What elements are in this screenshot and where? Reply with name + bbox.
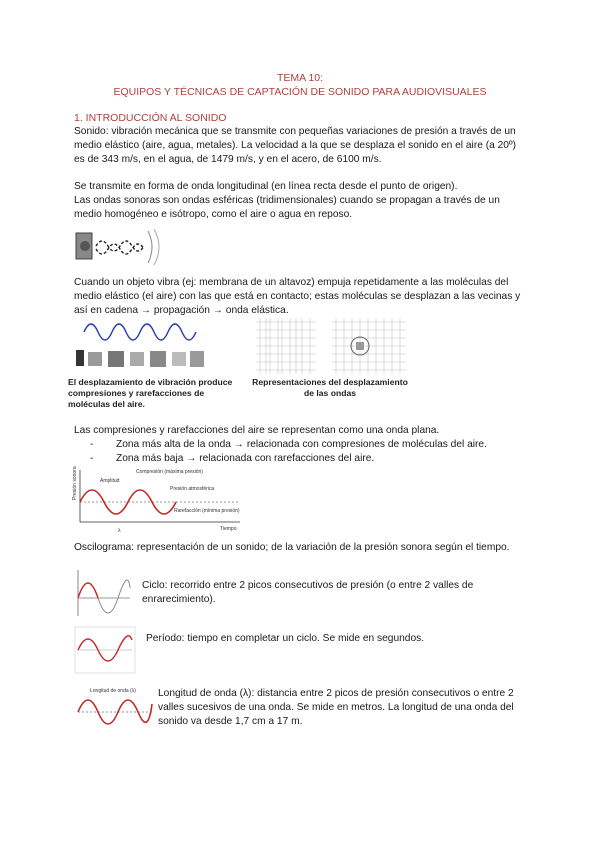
bullet-dash: -	[90, 453, 94, 464]
section-heading: 1. INTRODUCCIÓN AL SONIDO	[74, 112, 227, 124]
blue-wave	[84, 324, 196, 340]
doc-title: TEMA 10:	[276, 72, 324, 84]
paragraph-ondas-esfericas: Las ondas sonoras son ondas esféricas (tridimensionales) cuando se propagan a través de un medio homogéneo e isótropo, como el aire o agua en reposo.	[74, 195, 500, 220]
paragraph-ciclo: Ciclo: recorrido entre 2 picos consecutivos de presión (o entre 2 valles de enrarecimiento).	[142, 580, 474, 605]
paragraph-vibracion: Cuando un objeto vibra (ej: membrana de un altavoz) empuja repetidamente a las moléculas del medio elástico (el aire) con las que está en contacto; estas moléculas se desplazan a las vecinas y así en cadena → propagación → onda elástica.	[74, 277, 521, 316]
graph-amplitude: Amplitud	[100, 478, 120, 484]
bullet-dash: -	[90, 439, 94, 450]
periodo-graph	[74, 626, 136, 674]
paragraph-oscilograma: Oscilograma: representación de un sonido; de la variación de la presión sonora según el tiempo.	[74, 542, 510, 553]
longitud-label: Longitud de onda (λ)	[90, 688, 136, 694]
longitud-graph	[74, 684, 154, 736]
graph-ylabel: Presión sonora	[72, 466, 78, 500]
graph-lambda: λ	[118, 528, 121, 534]
doc-subtitle: EQUIPOS Y TÉCNICAS DE CAPTACIÓN DE SONIDO PARA AUDIOVISUALES	[113, 86, 487, 98]
paragraph-longitud: Longitud de onda (λ): distancia entre 2 picos de presión consecutivos o entre 2 valles sucesivos de una onda. Se mide en metros. La longitud de una onda del sonido va desde 1,7 cm a 17 m.	[158, 688, 514, 727]
bullet-text: Zona más baja → relacionada con rarefacciones del aire.	[116, 453, 375, 464]
paragraph-periodo: Período: tiempo en completar un ciclo. Se mide en segundos.	[146, 633, 425, 644]
bullet-item	[90, 438, 487, 452]
graph-atm: Presión atmosférica	[170, 486, 215, 492]
compression-illustration	[74, 318, 214, 374]
pressure-graph	[70, 466, 245, 538]
graph-xlabel: Tiempo	[220, 526, 237, 532]
speaker-wave-illustration	[74, 225, 174, 275]
paragraph-sonido: Sonido: vibración mecánica que se transmite con pequeñas variaciones de presión a través de un medio elástico (aire, agua, metales). La velocidad a la que se desplaza el sonido en el aire (a 20º) es de 343 m/s, en el agua, de 1479 m/s, y en el acero, de 6100 m/s.	[74, 126, 517, 165]
wavefront-arc	[148, 231, 152, 263]
ciclo-graph	[74, 568, 132, 620]
wavefront-arc	[154, 229, 159, 265]
caption-right: Representaciones del desplazamiento de las ondas	[252, 377, 408, 398]
caption-left: El desplazamiento de vibración produce compresiones y rarefacciones de moléculas del aire.	[68, 377, 233, 409]
paragraph-onda-plana: Las compresiones y rarefacciones del aire se representan como una onda plana.	[74, 425, 440, 436]
graph-compression: Compresión (máxima presión)	[136, 469, 203, 475]
bullet-text: Zona más alta de la onda → relacionada con compresiones de moléculas del aire.	[116, 439, 487, 450]
bullet-item	[90, 452, 374, 466]
paragraph-onda-longitudinal: Se transmite en forma de onda longitudinal (en línea recta desde el punto de origen).	[74, 181, 458, 192]
graph-rarefaction: Rarefacción (mínima presión)	[174, 508, 240, 514]
grid-illustration	[256, 318, 410, 376]
